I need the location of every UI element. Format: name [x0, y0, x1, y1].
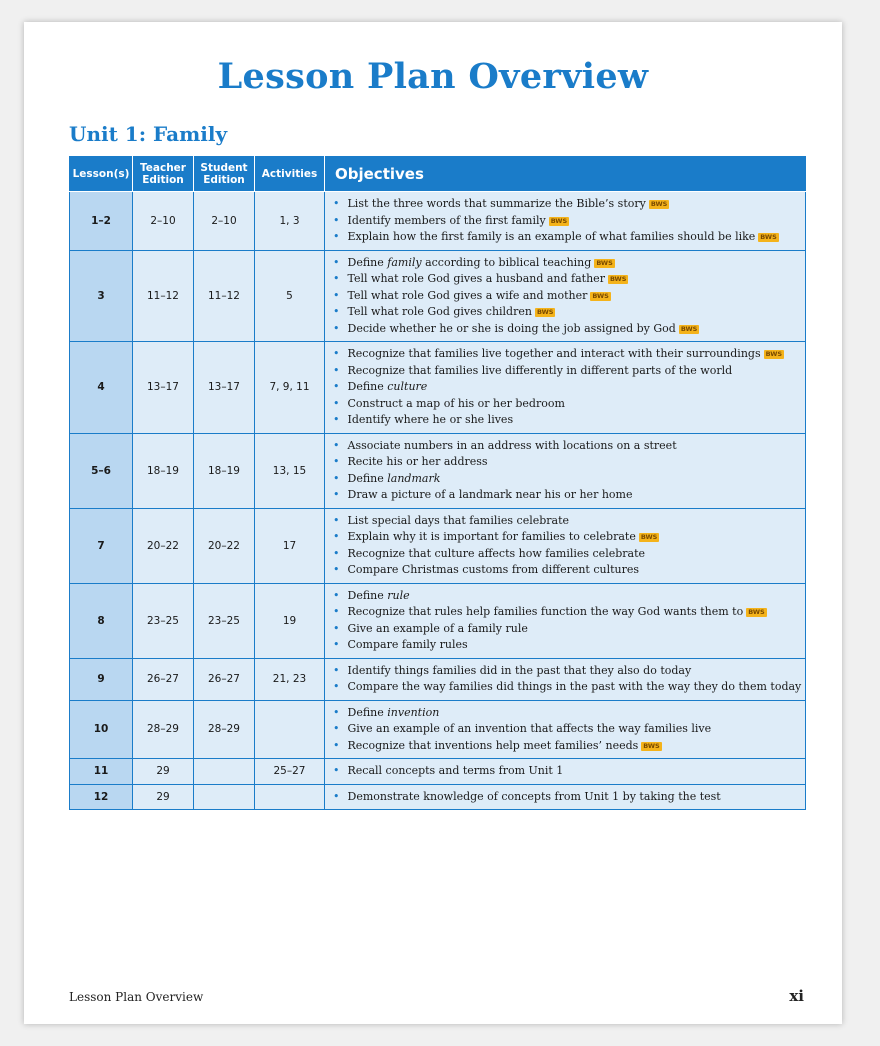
teacher-edition-cell: 18–19	[133, 433, 194, 508]
bws-badge: BWS	[640, 533, 658, 541]
student-edition-cell: 11–12	[194, 250, 255, 342]
bws-badge: BWS	[760, 233, 777, 241]
objectives-cell	[325, 342, 806, 434]
objective-item	[333, 454, 801, 471]
objective-text: Tell what role God gives a wife and mother	[347, 288, 588, 302]
objective-text: Identify members of the first family	[347, 213, 546, 227]
bullet-icon: •	[333, 738, 340, 752]
objective-item	[333, 705, 801, 722]
table-row	[70, 759, 806, 785]
lesson-cell: 5–6	[70, 433, 133, 508]
bullet-icon: •	[333, 197, 340, 210]
lesson-cell: 9	[70, 658, 133, 700]
table-row	[70, 658, 806, 700]
bullet-icon: •	[333, 513, 340, 527]
objective-text: Compare family rules	[347, 638, 468, 651]
objective-text: Recall concepts and terms from Unit 1	[347, 764, 564, 777]
header-teacher-edition	[133, 157, 194, 192]
objective-item	[333, 471, 801, 488]
lesson-cell: 4	[70, 342, 133, 434]
objective-text: Tell what role God gives a husband and father	[347, 272, 605, 285]
teacher-edition-cell: 2–10	[133, 192, 194, 251]
lesson-cell: 1–2	[70, 192, 133, 251]
objective-item	[333, 487, 801, 504]
student-edition-cell: 18–19	[194, 433, 255, 508]
table-row	[70, 192, 806, 251]
objective-text: Define	[347, 380, 388, 393]
objective-item	[333, 562, 801, 579]
student-edition-cell	[194, 759, 255, 785]
objectives-list	[333, 588, 801, 654]
objective-item	[333, 271, 801, 288]
objective-item	[333, 196, 801, 213]
objective-text: Construct a map of his or her bedroom	[347, 396, 565, 410]
header-lessons: Lesson(s)	[70, 157, 133, 192]
objective-text: Give an example of a family rule	[347, 621, 528, 635]
document-page	[24, 22, 842, 1024]
activities-cell: 5	[255, 250, 325, 342]
objective-text: Recognize that culture affects how families celebrate	[347, 546, 646, 560]
bws-badge: BWS	[592, 291, 609, 300]
activities-cell: 7, 9, 11	[255, 342, 325, 434]
teacher-edition-cell: 26–27	[133, 658, 194, 700]
teacher-edition-cell: 29	[133, 784, 194, 810]
bullet-icon: •	[333, 347, 340, 360]
objective-text: Recognize that families live differently in different parts of the world	[347, 363, 733, 377]
lesson-cell: 11	[70, 759, 133, 785]
student-edition-cell: 23–25	[194, 583, 255, 658]
objective-item	[333, 789, 801, 806]
objectives-list	[333, 346, 801, 429]
student-edition-cell: 13–17	[194, 342, 255, 434]
objectives-cell	[325, 250, 806, 342]
objective-item	[333, 288, 801, 305]
unit-title: Unit 1: Family	[69, 122, 228, 146]
bullet-icon: •	[333, 789, 340, 803]
objective-term: invention	[387, 705, 440, 719]
bullet-icon: •	[333, 588, 340, 602]
bullet-icon: •	[333, 213, 340, 227]
objectives-list	[333, 763, 801, 780]
objective-text: Compare the way families did things in the past with the way they do them today	[347, 680, 802, 693]
activities-cell: 13, 15	[255, 433, 325, 508]
bullet-icon: •	[333, 363, 340, 377]
objective-term: family	[387, 255, 422, 269]
objective-text: Define	[347, 588, 388, 602]
bullet-icon: •	[333, 455, 340, 468]
bullet-icon: •	[333, 638, 340, 651]
lesson-cell: 3	[70, 250, 133, 342]
bullet-icon: •	[333, 680, 340, 693]
lesson-cell: 7	[70, 508, 133, 583]
objective-item	[333, 321, 801, 338]
bullet-icon: •	[333, 546, 340, 560]
objectives-cell	[325, 583, 806, 658]
table-body	[70, 192, 806, 810]
objectives-list	[333, 789, 801, 806]
bullet-icon: •	[333, 605, 340, 618]
header-activities: Activities	[255, 157, 325, 192]
footer-section-title: Lesson Plan Overview	[69, 990, 204, 1004]
objectives-cell	[325, 508, 806, 583]
objectives-list	[333, 513, 801, 579]
objective-text: List special days that families celebrate	[347, 513, 570, 527]
objective-term: culture	[387, 380, 428, 393]
page-title: Lesson Plan Overview	[217, 56, 649, 97]
objectives-cell	[325, 192, 806, 251]
student-edition-cell: 26–27	[194, 658, 255, 700]
objective-text: Explain how the first family is an example of what families should be like	[347, 230, 756, 243]
objective-item	[333, 546, 801, 563]
objective-text: Recognize that families live together and interact with their surroundings	[347, 347, 761, 360]
student-edition-cell: 2–10	[194, 192, 255, 251]
bullet-icon: •	[333, 321, 340, 335]
bullet-icon: •	[333, 488, 340, 501]
bullet-icon: •	[333, 230, 340, 243]
bullet-icon: •	[333, 621, 340, 635]
bws-badge: BWS	[536, 308, 554, 316]
objective-item	[333, 363, 801, 380]
activities-cell	[255, 784, 325, 810]
table-row	[70, 250, 806, 342]
bullet-icon: •	[333, 663, 340, 677]
objective-text: Identify things families did in the past that they also do today	[347, 663, 692, 677]
student-edition-cell: 20–22	[194, 508, 255, 583]
objective-item	[333, 396, 801, 413]
bws-badge: BWS	[680, 324, 698, 333]
objective-text: Associate numbers in an address with locations on a street	[347, 438, 677, 452]
header-student-line2: Edition	[203, 174, 245, 186]
objectives-list	[333, 438, 801, 504]
objective-text: Recognize that inventions help meet families’ needs	[347, 738, 639, 752]
table-row	[70, 508, 806, 583]
bullet-icon: •	[333, 471, 340, 485]
bullet-icon: •	[333, 305, 340, 318]
objective-item	[333, 621, 801, 638]
bws-badge: BWS	[643, 741, 660, 750]
bws-badge: BWS	[765, 350, 783, 358]
lesson-cell: 8	[70, 583, 133, 658]
bws-badge: BWS	[609, 275, 627, 283]
objective-item	[333, 663, 801, 680]
lesson-cell: 10	[70, 700, 133, 759]
student-edition-cell	[194, 784, 255, 810]
bullet-icon: •	[333, 705, 340, 719]
table-row	[70, 583, 806, 658]
objectives-cell	[325, 433, 806, 508]
activities-cell: 19	[255, 583, 325, 658]
bullet-icon: •	[333, 413, 340, 426]
objective-item	[333, 529, 801, 546]
objective-item	[333, 346, 801, 363]
objective-term: rule	[387, 588, 410, 602]
objective-text: Recite his or her address	[347, 455, 488, 468]
activities-cell: 17	[255, 508, 325, 583]
objective-item	[333, 679, 801, 696]
objective-text: Give an example of an invention that affects the way families live	[347, 722, 712, 735]
table-row	[70, 700, 806, 759]
objectives-list	[333, 196, 801, 246]
objectives-cell	[325, 759, 806, 785]
bullet-icon: •	[333, 255, 340, 269]
table-header-row	[70, 157, 806, 192]
page-number: xi	[789, 987, 804, 1005]
objective-text: Compare Christmas customs from different cultures	[347, 563, 640, 576]
table-row	[70, 433, 806, 508]
header-objectives: Objectives	[325, 157, 806, 192]
objective-item	[333, 213, 801, 230]
bullet-icon: •	[333, 722, 340, 735]
objective-item	[333, 255, 801, 272]
lesson-plan-table	[69, 156, 806, 810]
activities-cell: 21, 23	[255, 658, 325, 700]
objective-text: Identify where he or she lives	[347, 413, 514, 426]
objective-item	[333, 763, 801, 780]
objective-text: Decide whether he or she is doing the job assigned by God	[347, 321, 676, 335]
objective-item	[333, 588, 801, 605]
objective-text-after: according to biblical teaching	[421, 255, 592, 269]
activities-cell: 25–27	[255, 759, 325, 785]
objectives-list	[333, 663, 801, 696]
bullet-icon: •	[333, 380, 340, 393]
objective-item	[333, 637, 801, 654]
bullet-icon: •	[333, 563, 340, 576]
bws-badge: BWS	[748, 608, 765, 616]
objective-item	[333, 738, 801, 755]
bullet-icon: •	[333, 288, 340, 302]
objective-text: Define	[347, 255, 388, 269]
objective-item	[333, 412, 801, 429]
header-teacher-line2: Edition	[142, 174, 184, 186]
bws-badge: BWS	[550, 216, 568, 225]
table-row	[70, 342, 806, 434]
header-student-line1: Student	[200, 162, 248, 174]
objective-item	[333, 721, 801, 738]
objective-term: landmark	[387, 471, 441, 485]
lesson-cell: 12	[70, 784, 133, 810]
objective-item	[333, 513, 801, 530]
header-teacher-line1: Teacher	[140, 162, 186, 174]
teacher-edition-cell: 20–22	[133, 508, 194, 583]
objective-item	[333, 229, 801, 246]
objectives-cell	[325, 658, 806, 700]
objective-text: Explain why it is important for families to celebrate	[347, 530, 636, 543]
objectives-list	[333, 255, 801, 338]
objectives-list	[333, 705, 801, 755]
objective-text: Tell what role God gives children	[347, 305, 532, 318]
teacher-edition-cell: 13–17	[133, 342, 194, 434]
objective-item	[333, 304, 801, 321]
bullet-icon: •	[333, 530, 340, 543]
teacher-edition-cell: 29	[133, 759, 194, 785]
teacher-edition-cell: 28–29	[133, 700, 194, 759]
header-student-edition	[194, 157, 255, 192]
objective-item	[333, 438, 801, 455]
student-edition-cell: 28–29	[194, 700, 255, 759]
objective-text: Define	[347, 471, 388, 485]
activities-cell	[255, 700, 325, 759]
bws-badge: BWS	[650, 200, 668, 208]
teacher-edition-cell: 23–25	[133, 583, 194, 658]
objective-item	[333, 379, 801, 396]
objective-text: Demonstrate knowledge of concepts from Unit 1 by taking the test	[347, 789, 721, 803]
bullet-icon: •	[333, 438, 340, 452]
objective-text: Define	[347, 705, 388, 719]
bws-badge: BWS	[596, 258, 613, 267]
objective-text: Draw a picture of a landmark near his or her home	[347, 488, 633, 501]
bullet-icon: •	[333, 396, 340, 410]
objective-item	[333, 604, 801, 621]
objective-text: List the three words that summarize the Bible’s story	[347, 197, 646, 210]
objectives-cell	[325, 784, 806, 810]
objective-text: Recognize that rules help families function the way God wants them to	[347, 605, 744, 618]
bullet-icon: •	[333, 764, 340, 777]
objectives-cell	[325, 700, 806, 759]
activities-cell: 1, 3	[255, 192, 325, 251]
teacher-edition-cell: 11–12	[133, 250, 194, 342]
table-row	[70, 784, 806, 810]
bullet-icon: •	[333, 272, 340, 285]
